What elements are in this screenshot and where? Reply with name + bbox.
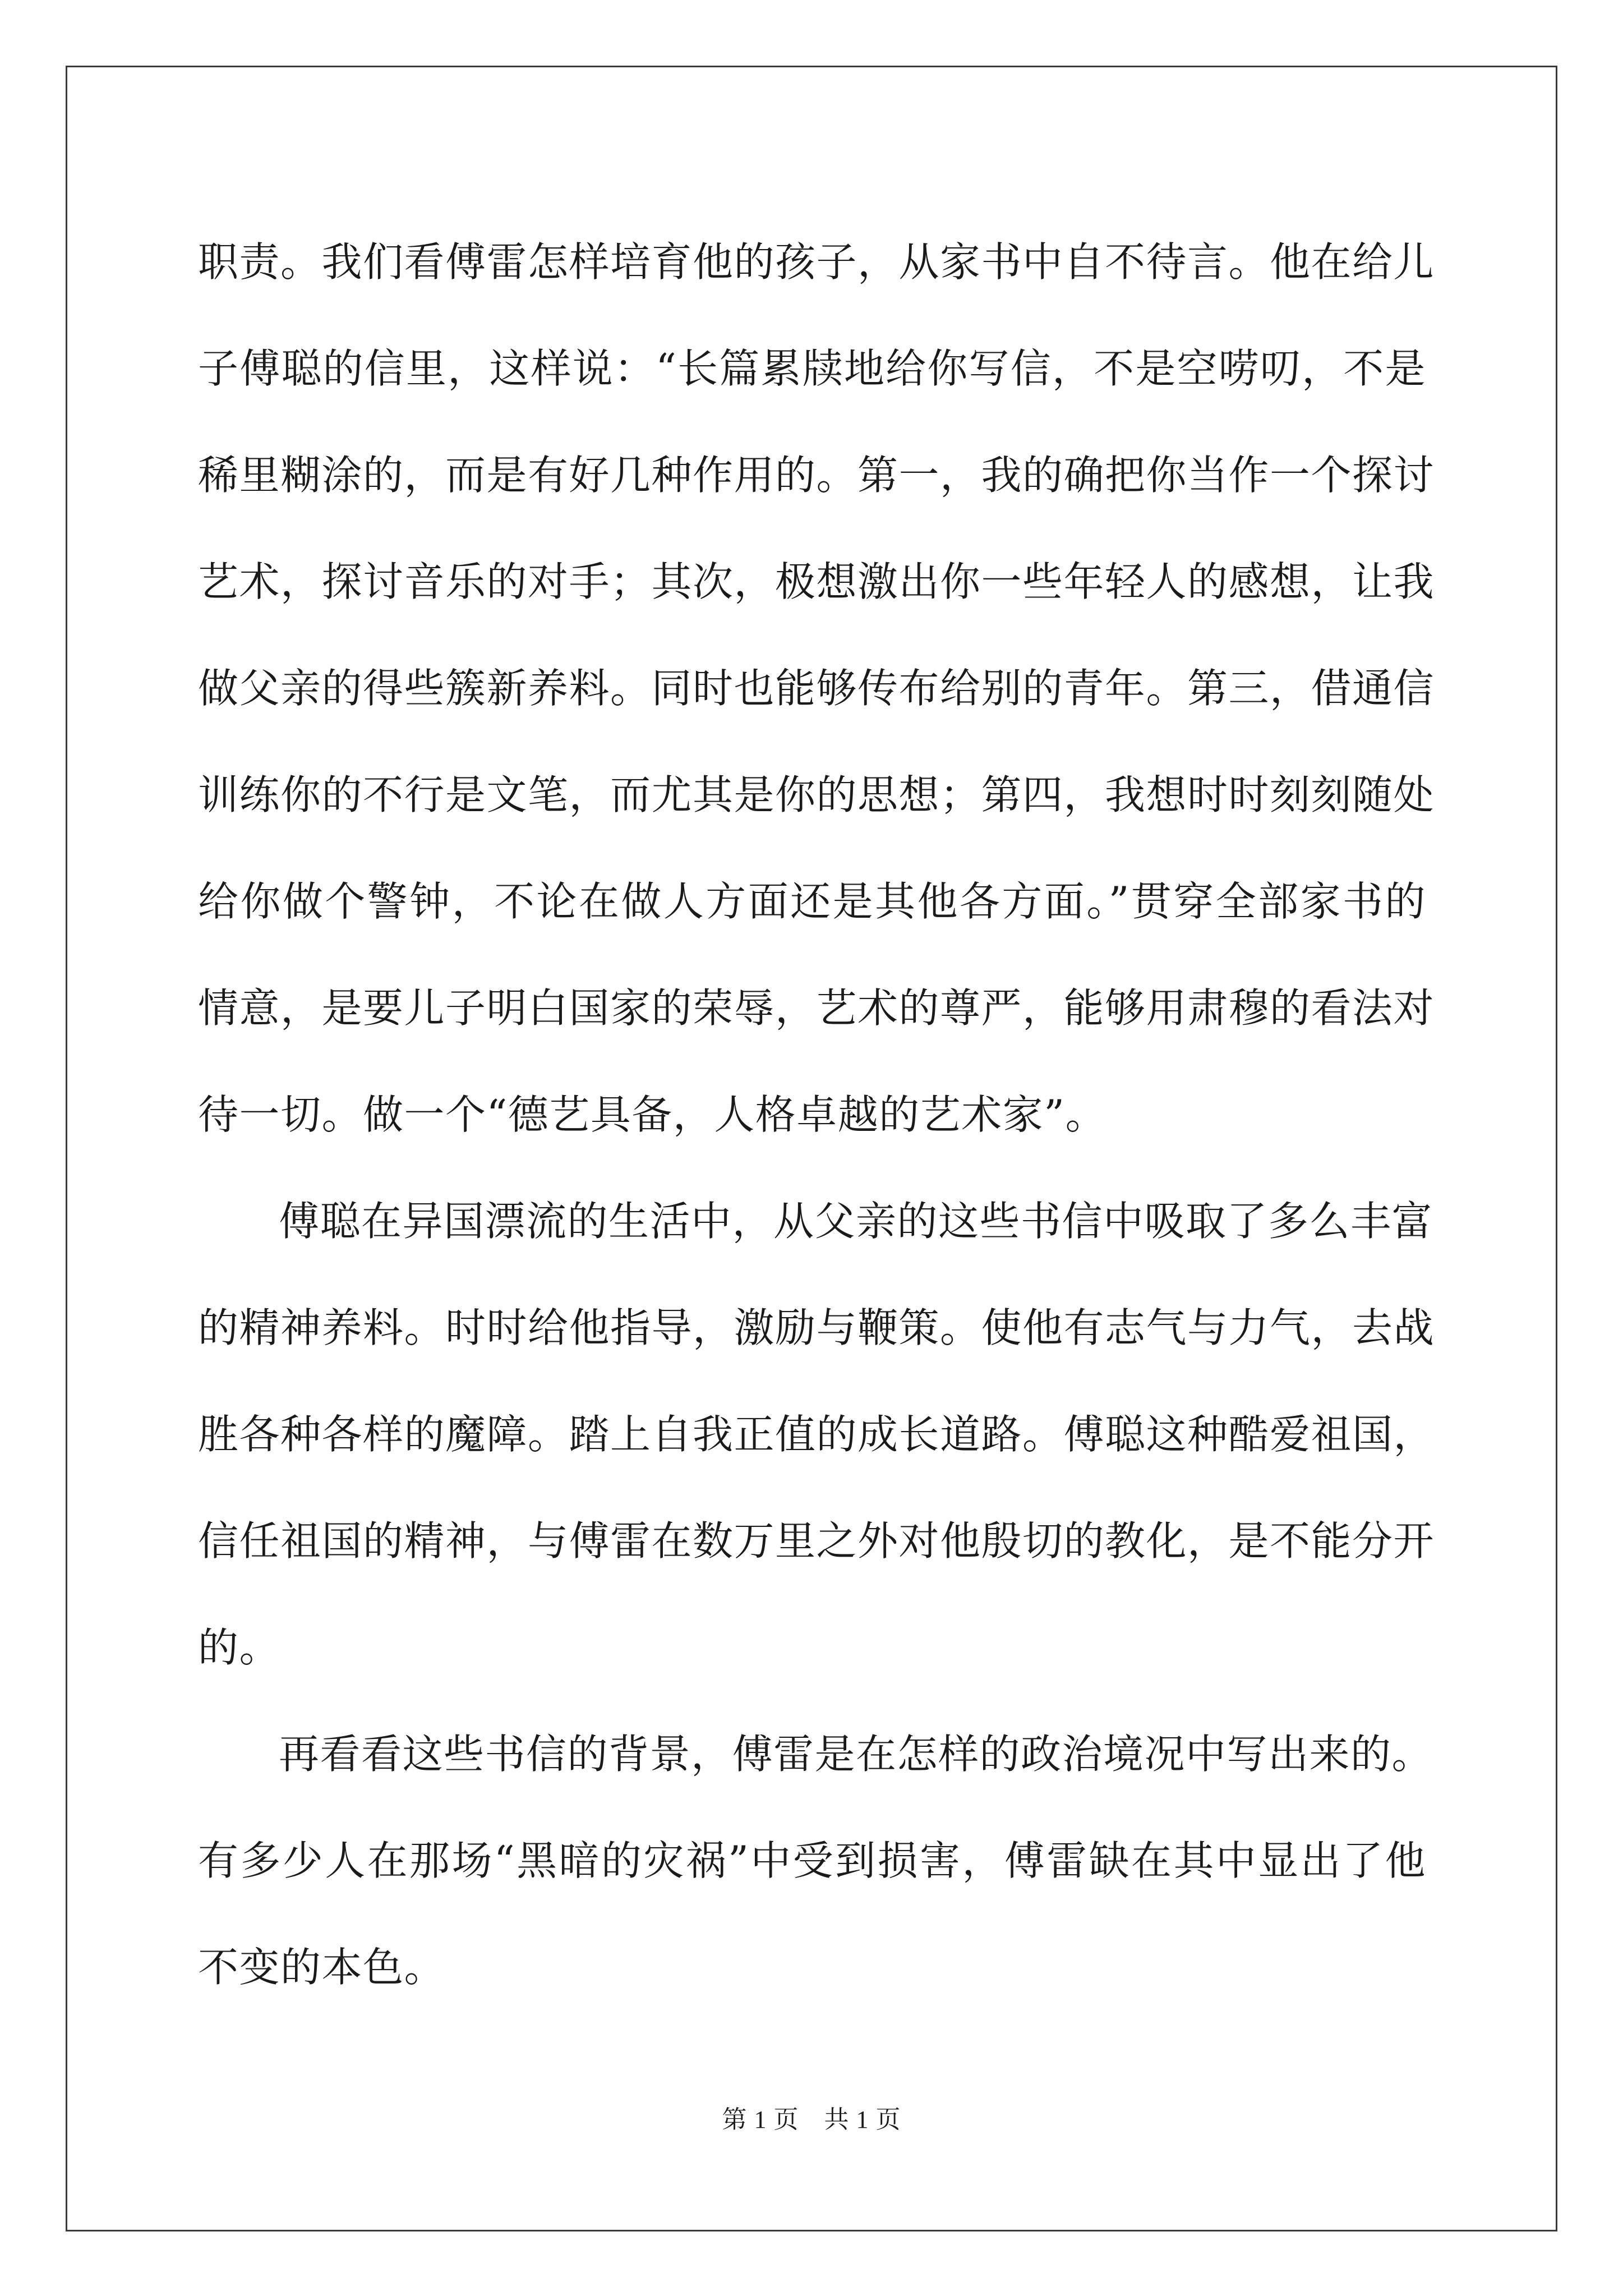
paragraph-2 — [198, 1168, 1435, 1701]
text-line: 傅聪在异国漂流的生活中，从父亲的这些书信中吸取了多么丰富 — [279, 1198, 1433, 1245]
paragraph-1 — [198, 209, 1435, 1168]
text-line: 信任祖国的精神，与傅雷在数万里之外对他殷切的教化，是不能分开 — [198, 1517, 1435, 1565]
text-line: 有多少人在那场“黑暗的灾祸”中受到损害，傅雷缺在其中显出了他 — [198, 1837, 1426, 1884]
text-line: 情意，是要儿子明白国家的荣辱，艺术的尊严，能够用肃穆的看法对 — [198, 984, 1435, 1032]
text-line: 给你做个警钟，不论在做人方面还是其他各方面。”贯穿全部家书的 — [198, 878, 1426, 925]
text-line: 胜各种各样的魔障。踏上自我正值的成长道路。傅聪这种酷爱祖国， — [198, 1411, 1435, 1458]
text-line: 不变的本色。 — [198, 1944, 446, 1991]
text-line: 训练你的不行是文笔，而尤其是你的思想；第四，我想时时刻刻随处 — [198, 771, 1435, 818]
text-line: 稀里糊涂的，而是有好几种作用的。第一，我的确把你当作一个探讨 — [198, 452, 1435, 499]
text-line: 的精神养料。时时给他指导，激励与鞭策。使他有志气与力气，去战 — [198, 1304, 1435, 1351]
paragraph-3 — [198, 1701, 1433, 2021]
text-line: 待一切。做一个“德艺具备，人格卓越的艺术家”。 — [198, 1091, 1107, 1138]
text-line: 艺术，探讨音乐的对手；其次，极想激出你一些年轻人的感想，让我 — [198, 558, 1435, 605]
text-line: 职责。我们看傅雷怎样培育他的孩子，从家书中自不待言。他在给儿 — [198, 238, 1435, 286]
page-number-footer: 第 1 页 共 1 页 — [722, 2106, 901, 2133]
text-line: 子傅聪的信里，这样说：“长篇累牍地给你写信，不是空唠叨，不是 — [198, 345, 1426, 392]
document-body — [198, 209, 1435, 2021]
text-line: 再看看这些书信的背景，傅雷是在怎样的政治境况中写出来的。 — [279, 1731, 1433, 1778]
text-line: 做父亲的得些簇新养料。同时也能够传布给别的青年。第三，借通信 — [198, 665, 1435, 712]
text-line: 的。 — [198, 1624, 281, 1671]
